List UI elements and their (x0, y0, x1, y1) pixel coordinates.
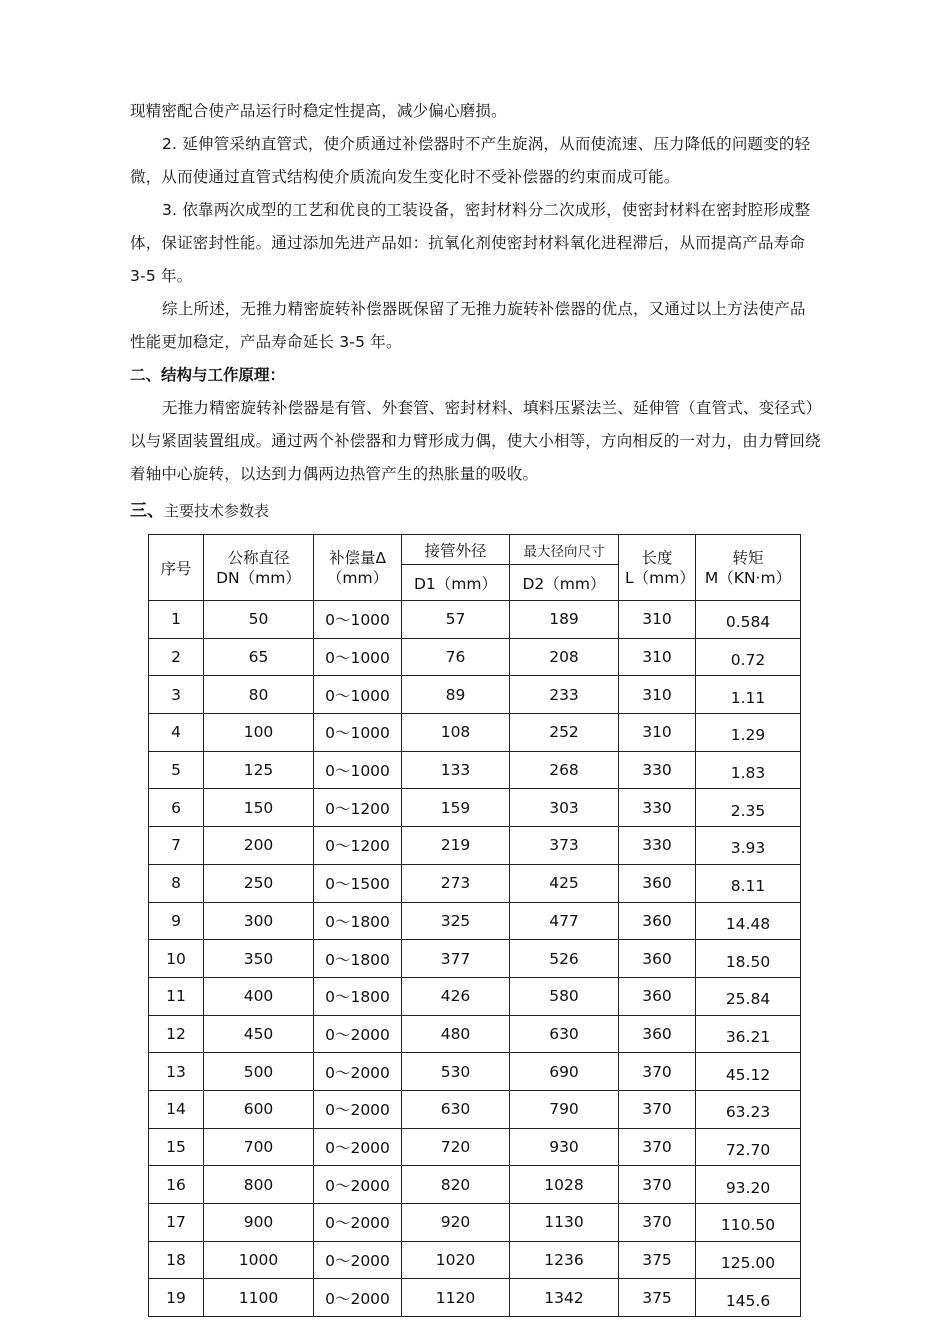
cell-compensation: 0～1200 (314, 789, 402, 827)
cell-dn: 450 (204, 1015, 314, 1053)
cell-torque: 110.50 (696, 1204, 801, 1242)
table-row (149, 789, 801, 827)
cell-length: 360 (619, 1015, 696, 1053)
cell-d2: 1342 (510, 1279, 619, 1317)
header-d1-top: 接管外径 (402, 535, 510, 565)
cell-torque: 1.11 (696, 676, 801, 714)
cell-compensation: 0～1000 (314, 638, 402, 676)
cell-torque: 25.84 (696, 977, 801, 1015)
cell-length: 370 (619, 1090, 696, 1128)
cell-d1: 426 (402, 977, 510, 1015)
cell-d1: 530 (402, 1053, 510, 1091)
cell-d1: 133 (402, 751, 510, 789)
header-dn (204, 535, 314, 601)
cell-torque: 63.23 (696, 1090, 801, 1128)
params-table (148, 534, 801, 1317)
cell-dn: 600 (204, 1090, 314, 1128)
cell-seq: 13 (149, 1053, 204, 1091)
cell-dn: 800 (204, 1166, 314, 1204)
cell-length: 370 (619, 1128, 696, 1166)
cell-length: 370 (619, 1166, 696, 1204)
table-row (149, 1241, 801, 1279)
cell-torque: 36.21 (696, 1015, 801, 1053)
cell-seq: 11 (149, 977, 204, 1015)
cell-compensation: 0～1500 (314, 864, 402, 902)
cell-length: 370 (619, 1204, 696, 1242)
cell-torque: 0.72 (696, 638, 801, 676)
cell-torque: 2.35 (696, 789, 801, 827)
cell-seq: 17 (149, 1204, 204, 1242)
cell-d2: 526 (510, 940, 619, 978)
cell-length: 330 (619, 751, 696, 789)
cell-dn: 250 (204, 864, 314, 902)
cell-d2: 303 (510, 789, 619, 827)
cell-d1: 76 (402, 638, 510, 676)
cell-torque: 45.12 (696, 1053, 801, 1091)
cell-torque: 72.70 (696, 1128, 801, 1166)
cell-compensation: 0～2000 (314, 1128, 402, 1166)
cell-compensation: 0～2000 (314, 1166, 402, 1204)
cell-dn: 1000 (204, 1241, 314, 1279)
header-d2-bottom: D2（mm） (510, 565, 619, 601)
cell-d2: 425 (510, 864, 619, 902)
cell-dn: 150 (204, 789, 314, 827)
header-torque-line2: M（KN·m） (704, 568, 792, 587)
header-length (619, 535, 696, 601)
header-compensation (314, 535, 402, 601)
cell-d1: 820 (402, 1166, 510, 1204)
cell-d1: 630 (402, 1090, 510, 1128)
cell-length: 360 (619, 902, 696, 940)
cell-torque: 18.50 (696, 940, 801, 978)
table-row (149, 1015, 801, 1053)
cell-d1: 57 (402, 601, 510, 639)
cell-seq: 10 (149, 940, 204, 978)
cell-length: 360 (619, 977, 696, 1015)
paragraph-point-3: 3. 依靠两次成型的工艺和优良的工装设备，密封材料分二次成形，使密封材料在密封腔形成整体，保证密封性能。通过添加先进产品如：抗氧化剂使密封材料氧化进程滞后，从而提高产品寿命 3-5 年。 (130, 201, 811, 285)
cell-length: 360 (619, 940, 696, 978)
cell-d1: 920 (402, 1204, 510, 1242)
table-row (149, 827, 801, 865)
table-row (149, 638, 801, 676)
paragraph-summary: 综上所述，无推力精密旋转补偿器既保留了无推力旋转补偿器的优点，又通过以上方法使产品性能更加稳定，产品寿命延长 3-5 年。 (130, 300, 806, 351)
cell-seq: 14 (149, 1090, 204, 1128)
cell-compensation: 0～1800 (314, 977, 402, 1015)
table-row (149, 977, 801, 1015)
cell-compensation: 0～1200 (314, 827, 402, 865)
header-len-line2: L（mm） (625, 568, 695, 587)
table-row (149, 1090, 801, 1128)
cell-d1: 219 (402, 827, 510, 865)
cell-compensation: 0～1000 (314, 714, 402, 752)
cell-compensation: 0～1800 (314, 940, 402, 978)
cell-seq: 8 (149, 864, 204, 902)
cell-length: 330 (619, 827, 696, 865)
cell-torque: 14.48 (696, 902, 801, 940)
table-row (149, 714, 801, 752)
cell-dn: 100 (204, 714, 314, 752)
table-row (149, 940, 801, 978)
cell-compensation: 0～2000 (314, 1090, 402, 1128)
cell-d2: 690 (510, 1053, 619, 1091)
cell-seq: 6 (149, 789, 204, 827)
cell-d1: 1020 (402, 1241, 510, 1279)
section-heading-params (130, 495, 269, 528)
paragraph-structure: 无推力精密旋转补偿器是有管、外套管、密封材料、填料压紧法兰、延伸管（直管式、变径式）以与紧固装置组成。通过两个补偿器和力臂形成力偶，使大小相等，方向相反的一对力，由力臂回绕着轴中心旋转，以达到力偶两边热管产生的热胀量的吸收。 (130, 399, 822, 483)
cell-d2: 233 (510, 676, 619, 714)
paragraph-continuation: 现精密配合使产品运行时稳定性提高，减少偏心磨损。 (130, 102, 507, 120)
cell-compensation: 0～2000 (314, 1204, 402, 1242)
header-comp-line2: （mm） (326, 568, 389, 587)
cell-d2: 252 (510, 714, 619, 752)
cell-d1: 325 (402, 902, 510, 940)
cell-torque: 125.00 (696, 1241, 801, 1279)
cell-d2: 189 (510, 601, 619, 639)
cell-torque: 1.29 (696, 714, 801, 752)
cell-dn: 65 (204, 638, 314, 676)
cell-d2: 1028 (510, 1166, 619, 1204)
cell-dn: 50 (204, 601, 314, 639)
cell-dn: 1100 (204, 1279, 314, 1317)
cell-seq: 2 (149, 638, 204, 676)
header-torque-line1: 转矩 (732, 548, 764, 567)
cell-length: 310 (619, 676, 696, 714)
header-dn-line1: 公称直径 (227, 548, 290, 567)
cell-torque: 3.93 (696, 827, 801, 865)
cell-seq: 5 (149, 751, 204, 789)
section-heading-structure: 二、结构与工作原理： (130, 366, 286, 384)
cell-compensation: 0～1000 (314, 676, 402, 714)
cell-d2: 790 (510, 1090, 619, 1128)
table-row (149, 902, 801, 940)
cell-length: 330 (619, 789, 696, 827)
cell-dn: 500 (204, 1053, 314, 1091)
table-row (149, 1128, 801, 1166)
table-row (149, 864, 801, 902)
cell-torque: 1.83 (696, 751, 801, 789)
cell-d1: 89 (402, 676, 510, 714)
table-row (149, 1204, 801, 1242)
cell-compensation: 0～1000 (314, 751, 402, 789)
cell-d1: 1120 (402, 1279, 510, 1317)
table-row (149, 1053, 801, 1091)
header-d1-bottom: D1（mm） (402, 565, 510, 601)
cell-seq: 1 (149, 601, 204, 639)
cell-seq: 9 (149, 902, 204, 940)
cell-seq: 19 (149, 1279, 204, 1317)
cell-d1: 377 (402, 940, 510, 978)
cell-dn: 350 (204, 940, 314, 978)
table-header (149, 535, 801, 601)
cell-seq: 7 (149, 827, 204, 865)
cell-compensation: 0～2000 (314, 1015, 402, 1053)
cell-dn: 125 (204, 751, 314, 789)
header-dn-line2: DN（mm） (216, 568, 301, 587)
cell-length: 310 (619, 638, 696, 676)
header-torque (696, 535, 801, 601)
cell-d1: 480 (402, 1015, 510, 1053)
cell-dn: 300 (204, 902, 314, 940)
cell-d1: 108 (402, 714, 510, 752)
cell-dn: 900 (204, 1204, 314, 1242)
cell-seq: 4 (149, 714, 204, 752)
cell-d2: 268 (510, 751, 619, 789)
cell-d1: 159 (402, 789, 510, 827)
cell-seq: 18 (149, 1241, 204, 1279)
cell-length: 370 (619, 1053, 696, 1091)
cell-torque: 8.11 (696, 864, 801, 902)
table-row (149, 1279, 801, 1317)
cell-compensation: 0～2000 (314, 1279, 402, 1317)
paragraph-point-2: 2. 延伸管采纳直管式，使介质通过补偿器时不产生旋涡，从而使流速、压力降低的问题变的轻微，从而使通过直管式结构使介质流向发生变化时不受补偿器的约束而成可能。 (130, 135, 811, 186)
cell-seq: 12 (149, 1015, 204, 1053)
table-row (149, 751, 801, 789)
header-d2-top: 最大径向尺寸 (510, 535, 619, 565)
cell-d2: 630 (510, 1015, 619, 1053)
cell-d2: 930 (510, 1128, 619, 1166)
cell-torque: 0.584 (696, 601, 801, 639)
header-seq: 序号 (149, 535, 204, 601)
cell-seq: 16 (149, 1166, 204, 1204)
cell-seq: 3 (149, 676, 204, 714)
cell-dn: 200 (204, 827, 314, 865)
section-number: 三、 (130, 501, 164, 521)
header-len-line1: 长度 (641, 548, 673, 567)
cell-length: 375 (619, 1241, 696, 1279)
table-row (149, 601, 801, 639)
cell-dn: 80 (204, 676, 314, 714)
cell-compensation: 0～2000 (314, 1241, 402, 1279)
cell-d1: 273 (402, 864, 510, 902)
cell-d2: 373 (510, 827, 619, 865)
cell-seq: 15 (149, 1128, 204, 1166)
header-comp-line1: 补偿量Δ (328, 548, 387, 567)
cell-length: 310 (619, 714, 696, 752)
cell-d2: 580 (510, 977, 619, 1015)
cell-dn: 700 (204, 1128, 314, 1166)
cell-length: 360 (619, 864, 696, 902)
cell-d2: 208 (510, 638, 619, 676)
cell-compensation: 0～1000 (314, 601, 402, 639)
cell-dn: 400 (204, 977, 314, 1015)
cell-length: 375 (619, 1279, 696, 1317)
table-row (149, 676, 801, 714)
cell-d2: 477 (510, 902, 619, 940)
cell-compensation: 0～1800 (314, 902, 402, 940)
cell-d2: 1130 (510, 1204, 619, 1242)
section-title: 主要技术参数表 (164, 502, 270, 520)
table-row (149, 1166, 801, 1204)
cell-torque: 145.6 (696, 1279, 801, 1317)
cell-d2: 1236 (510, 1241, 619, 1279)
cell-torque: 93.20 (696, 1166, 801, 1204)
table-body (149, 601, 801, 1317)
cell-length: 310 (619, 601, 696, 639)
cell-d1: 720 (402, 1128, 510, 1166)
cell-compensation: 0～2000 (314, 1053, 402, 1091)
